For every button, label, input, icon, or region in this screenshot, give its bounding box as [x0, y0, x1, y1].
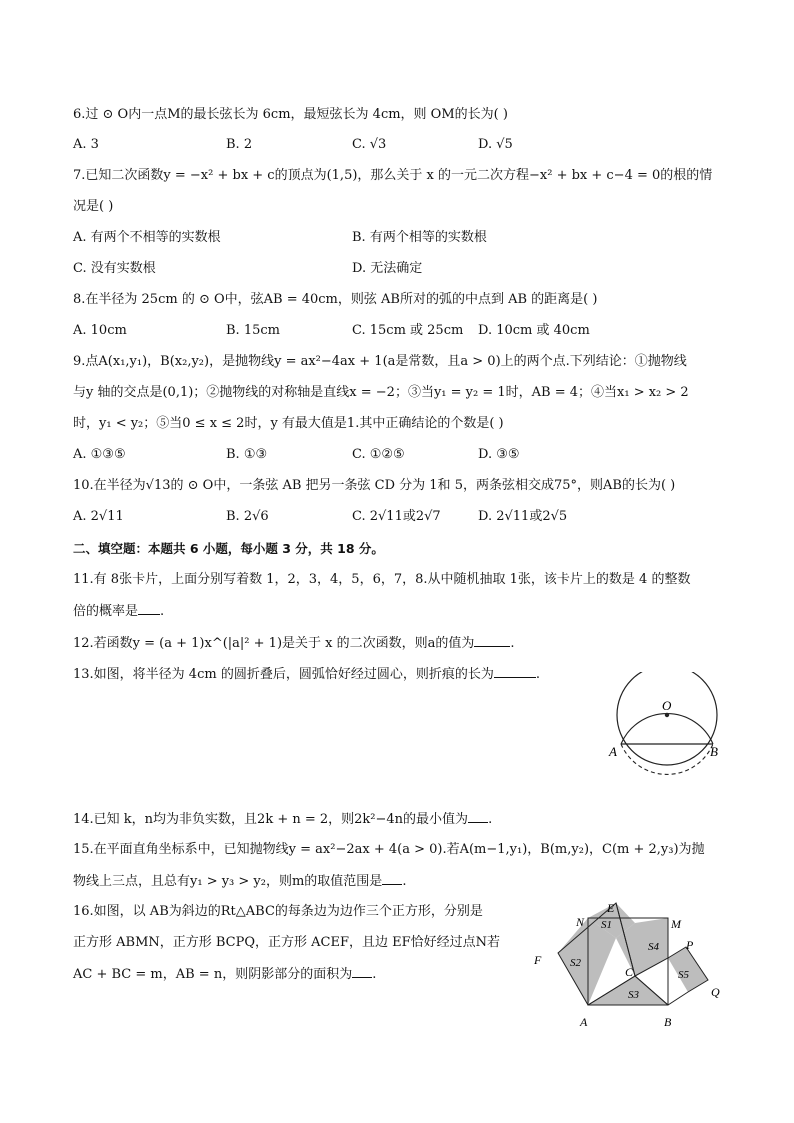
- q9-option-b: B. ①③: [226, 447, 268, 462]
- q8-option-c: C. 15cm 或 25cm: [352, 323, 464, 338]
- fig13-label-a: A: [609, 744, 617, 759]
- answer-blank[interactable]: [138, 602, 160, 615]
- fig16-label-s5: S5: [678, 969, 689, 981]
- section-heading: 二、填空题：本题共 6 小题，每小题 3 分，共 18 分。: [73, 541, 384, 556]
- q9-stem-line2: 与y 轴的交点是(0,1)；②抛物线的对称轴是直线x = −2；③当y₁ = y₂ = 1时，AB = 4；④当x₁ > x₂ > 2: [73, 385, 689, 400]
- q7-option-d: D. 无法确定: [352, 261, 423, 276]
- fig16-label-b: B: [664, 1015, 672, 1029]
- q8-option-d: D. 10cm 或 40cm: [478, 323, 590, 338]
- q16-stem-line3: AC + BC = m，AB = n，则阴影部分的面积为: [73, 967, 353, 982]
- q6-option-d: D. √5: [478, 137, 513, 152]
- q13-wrap: 13.如图，将半径为 4cm 的圆折叠后，圆弧恰好经过圆心，则折痕的长为 .: [73, 667, 540, 682]
- q10-option-b: B. 2√6: [226, 509, 269, 524]
- q7-option-c: C. 没有实数根: [73, 261, 156, 276]
- answer-blank[interactable]: [382, 872, 402, 885]
- q8-stem: 8.在半径为 25cm 的 ⊙ O中，弦AB = 40cm，则弦 AB所对的弧的中点到 AB 的距离是( ): [73, 292, 598, 307]
- fig16-label-s2: S2: [570, 957, 581, 969]
- q6-option-b: B. 2: [226, 137, 253, 152]
- q9-stem-line1: 9.点A(x₁,y₁)，B(x₂,y₂)，是抛物线y = ax²−4ax + 1(a是常数，且a > 0)上的两个点.下列结论：①抛物线: [73, 354, 687, 369]
- q11-stem-line2: 倍的概率是: [73, 604, 139, 619]
- q13-stem: 13.如图，将半径为 4cm 的圆折叠后，圆弧恰好经过圆心，则折痕的长为: [73, 667, 494, 682]
- answer-blank[interactable]: [468, 810, 488, 823]
- q14-wrap: 14.已知 k，n均为非负实数，且2k + n = 2，则2k²−4n的最小值为 .: [73, 812, 493, 827]
- q15-stem-line1: 15.在平面直角坐标系中，已知抛物线y = ax²−2ax + 4(a > 0).若A(m−1,y₁)，B(m,y₂)，C(m + 2,y₃)为抛: [73, 842, 705, 857]
- q6-option-c: C. √3: [352, 137, 387, 152]
- q6-stem: 6.过 ⊙ O内一点M的最长弦长为 6cm，最短弦长为 4cm，则 OM的长为( ): [73, 107, 508, 122]
- fig16-label-s1: S1: [601, 919, 612, 931]
- fig13-center-dot: [665, 713, 669, 717]
- q7-option-b: B. 有两个相等的实数根: [352, 230, 487, 245]
- answer-blank[interactable]: [494, 665, 536, 678]
- q15-line2-wrap: 物线上三点，且总有y₁ > y₃ > y₂，则m的取值范围是 .: [73, 874, 407, 889]
- q9-option-d: D. ③⑤: [478, 447, 520, 462]
- q16-stem-line1: 16.如图，以 AB为斜边的Rt△ABC的每条边为边作三个正方形，分别是: [73, 904, 483, 919]
- fig16-label-p: P: [686, 938, 694, 952]
- q7-stem-line1: 7.已知二次函数y = −x² + bx + c的顶点为(1,5)，那么关于 x 的一元二次方程−x² + bx + c−4 = 0的根的情: [73, 168, 713, 183]
- q7-stem-line2: 况是( ): [73, 199, 114, 214]
- q7-option-a: A. 有两个不相等的实数根: [73, 230, 221, 245]
- q8-option-b: B. 15cm: [226, 323, 280, 338]
- fig13-folded-arc: [621, 714, 713, 744]
- fig16-label-s3: S3: [628, 989, 639, 1001]
- fig16-label-n: N: [576, 915, 585, 929]
- q10-option-a: A. 2√11: [73, 509, 124, 524]
- q14-stem: 14.已知 k，n均为非负实数，且2k + n = 2，则2k²−4n的最小值为: [73, 812, 469, 827]
- answer-blank[interactable]: [352, 965, 372, 978]
- q16-line3-wrap: AC + BC = m，AB = n，则阴影部分的面积为 .: [73, 967, 377, 982]
- q12-wrap: 12.若函数y = (a + 1)x^(|a|² + 1)是关于 x 的二次函数，则a的值为 .: [73, 636, 515, 651]
- q9-option-c: C. ①②⑤: [352, 447, 405, 462]
- q10-stem: 10.在半径为√13的 ⊙ O中，一条弦 AB 把另一条弦 CD 分为 1和 5，两条弦相交成75°，则AB的长为( ): [73, 478, 676, 493]
- fig16-label-m: M: [671, 917, 681, 931]
- q16-stem-line2: 正方形 ABMN，正方形 BCPQ，正方形 ACEF，且边 EF恰好经过点N若: [73, 935, 501, 950]
- fig16-label-e: E: [607, 901, 615, 915]
- q12-stem: 12.若函数y = (a + 1)x^(|a|² + 1)是关于 x 的二次函数，则a的值为: [73, 636, 475, 651]
- fig16-label-q: Q: [711, 985, 720, 999]
- q15-stem-line2: 物线上三点，且总有y₁ > y₃ > y₂，则m的取值范围是: [73, 874, 383, 889]
- q6-option-a: A. 3: [73, 137, 99, 152]
- fig16-label-f: F: [534, 953, 542, 967]
- fig13-circle: [617, 672, 717, 765]
- q10-option-d: D. 2√11或2√5: [478, 509, 568, 524]
- q9-stem-line3: 时，y₁ < y₂；⑤当0 ≤ x ≤ 2时，y 有最大值是1.其中正确结论的个数是( ): [73, 416, 504, 431]
- q11-stem-line2-wrap: 倍的概率是 .: [73, 604, 165, 619]
- fig16-diagram: [528, 898, 728, 1034]
- q10-option-c: C. 2√11或2√7: [352, 509, 441, 524]
- fig13-diagram: [600, 672, 740, 812]
- fig13-label-b: B: [710, 744, 718, 759]
- answer-blank[interactable]: [474, 634, 510, 647]
- q11-stem-line1: 11.有 8张卡片，上面分别写着数 1，2，3，4，5，6，7，8.从中随机抽取 1张，该卡片上的数是 4 的整数: [73, 572, 691, 587]
- fig13-dashed-arc: [621, 744, 713, 774]
- q8-option-a: A. 10cm: [73, 323, 127, 338]
- fig16-label-c: C: [625, 965, 634, 979]
- q9-option-a: A. ①③⑤: [73, 447, 126, 462]
- fig16-label-s4: S4: [648, 941, 659, 953]
- fig16-label-a: A: [580, 1015, 588, 1029]
- fig13-label-o: O: [662, 698, 672, 713]
